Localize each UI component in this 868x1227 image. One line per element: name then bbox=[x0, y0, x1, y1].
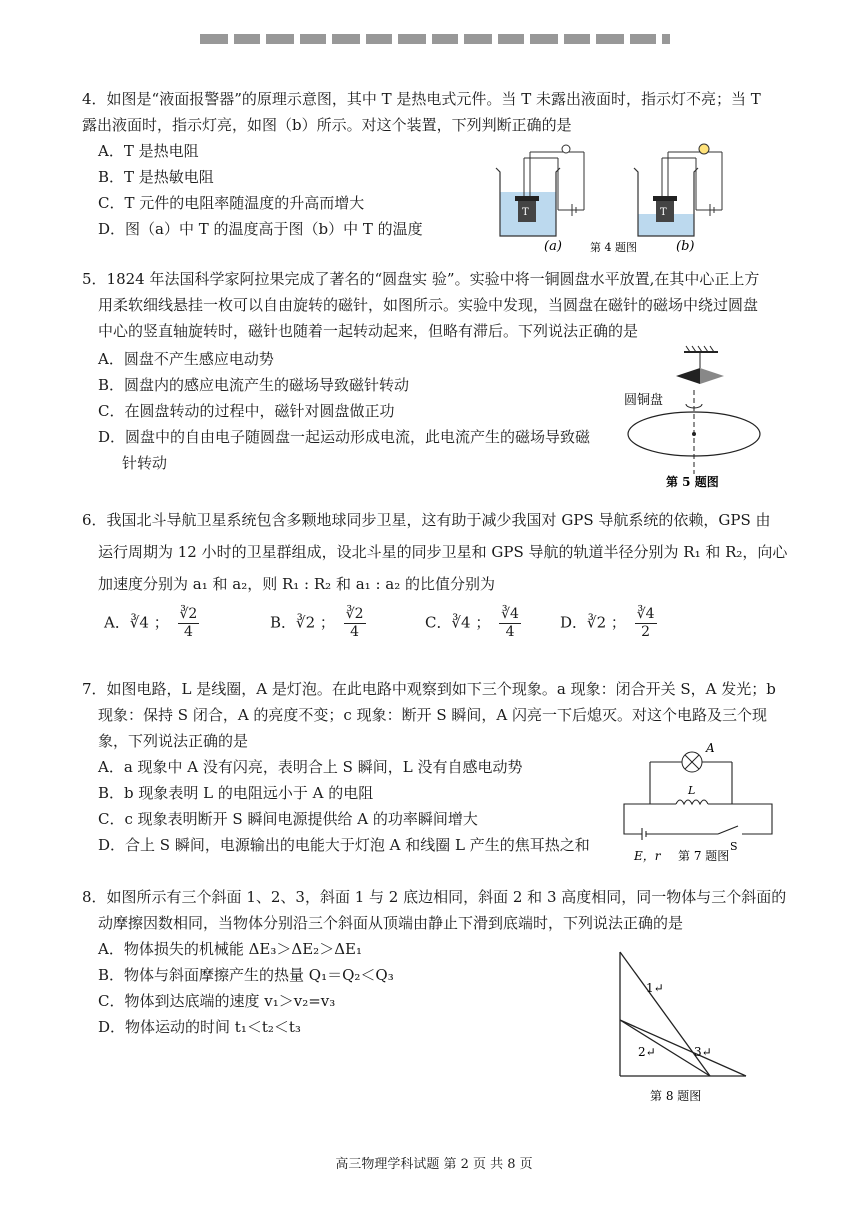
q8-fig-caption: 第 8 题图 bbox=[650, 1089, 702, 1103]
q5-option-a: A．圆盘不产生感应电动势 bbox=[98, 350, 274, 368]
q4-option-d: D．图（a）中 T 的温度高于图（b）中 T 的温度 bbox=[98, 220, 423, 238]
magnet-needle-dark bbox=[676, 368, 700, 384]
q8-label-1: 1↵ bbox=[646, 981, 664, 995]
q8-line-2: 动摩擦因数相同，当物体分别沿三个斜面从顶端由静止下滑到底端时，下列说法正确的是 bbox=[98, 914, 684, 932]
q5-option-c: C．在圆盘转动的过程中，磁针对圆盘做正功 bbox=[98, 402, 395, 420]
q7-fig-caption: 第 7 题图 bbox=[678, 849, 730, 863]
question-6-stem bbox=[82, 504, 787, 600]
beaker-a bbox=[496, 145, 584, 236]
q4-t-label-a: T bbox=[522, 207, 529, 218]
q5-fig-caption: 第 5 题图 bbox=[666, 475, 719, 489]
q4-option-a: A．T 是热电阻 bbox=[98, 142, 199, 160]
page-footer: 高三物理学科试题 第 2 页 共 8 页 bbox=[335, 1157, 533, 1172]
question-5-stem bbox=[82, 266, 759, 344]
q7-circuit bbox=[612, 732, 782, 872]
bulb-icon bbox=[682, 752, 702, 772]
q7-option-a: A．a 现象中 A 没有闪亮，表明合上 S 瞬间，L 没有自感电动势 bbox=[98, 758, 523, 776]
q4-figure bbox=[490, 140, 740, 260]
q6-option-a: A．∛4 ； $\frac{∛2}{4}$ bbox=[104, 606, 198, 640]
q8-line-1: 8．如图所示有三个斜面 1、2、3，斜面 1 与 2 底边相同，斜面 2 和 3 高度相同，同一物体与三个斜面的 bbox=[82, 888, 787, 906]
q5-line-1: 5．1824 年法国科学家阿拉果完成了著名的“圆盘实 验”。实验中将一铜圆盘水平放置,在其中心正上方 bbox=[82, 270, 760, 288]
q6-option-c: C．∛4 ； $\frac{∛4}{4}$ bbox=[425, 606, 519, 640]
q4-fig-a-label: (a) bbox=[544, 239, 562, 254]
q4-fig-b-label: (b) bbox=[676, 239, 695, 254]
q7-label-s: S bbox=[730, 840, 738, 853]
q7-line-2: 现象：保持 S 闭合，A 的亮度不变；c 现象：断开 S 瞬间，A 闪亮一下后熄灭。对这个电路及三个现 bbox=[98, 706, 767, 724]
q5-option-b: B．圆盘内的感应电流产生的磁场导致磁针转动 bbox=[98, 376, 410, 394]
q5-option-d: D．圆盘中的自由电子随圆盘一起运动形成电流，此电流产生的磁场导致磁 bbox=[98, 428, 591, 446]
q5-option-d-cont: 针转动 bbox=[122, 454, 168, 472]
q5-line-3: 中心的竖直轴旋转时，磁针也随着一起转动起来，但略有滞后。下列说法正确的是 bbox=[98, 322, 639, 340]
magnet-needle-light bbox=[700, 368, 724, 384]
q7-label-l: L bbox=[688, 784, 696, 797]
q4-line-1: 4．如图是“液面报警器”的原理示意图，其中 T 是热电式元件。当 T 未露出液面时，指示灯不亮；当 T bbox=[82, 90, 761, 108]
q7-label-a: A bbox=[706, 741, 715, 755]
q5-line-2: 用柔软细线悬挂一枚可以自由旋转的磁针，如图所示。实验中发现，当圆盘在磁针的磁场中绕过圆盘 bbox=[98, 296, 759, 314]
q8-label-2: 2↵ bbox=[638, 1045, 656, 1059]
q7-line-3: 象，下列说法正确的是 bbox=[98, 732, 249, 750]
disk-label: 圆铜盘 bbox=[624, 393, 664, 408]
q8-option-b: B．物体与斜面摩擦产生的热量 Q₁＝Q₂＜Q₃ bbox=[98, 966, 394, 984]
q4-line-2: 露出液面时，指示灯亮，如图（b）所示。对这个装置，下列判断正确的是 bbox=[82, 116, 572, 134]
q7-label-er: E，r bbox=[634, 849, 661, 863]
q6-line-3: 加速度分别为 a₁ 和 a₂，则 R₁ : R₂ 和 a₁ : a₂ 的比值分别为 bbox=[98, 575, 495, 593]
q8-option-d: D．物体运动的时间 t₁＜t₂＜t₃ bbox=[98, 1018, 301, 1036]
q4-option-c: C．T 元件的电阻率随温度的升高而增大 bbox=[98, 194, 365, 212]
q7-option-b: B．b 现象表明 L 的电阻远小于 A 的电阻 bbox=[98, 784, 374, 802]
q7-option-c: C．c 现象表明断开 S 瞬间电源提供给 A 的功率瞬间增大 bbox=[98, 810, 478, 828]
q4-option-b: B．T 是热敏电阻 bbox=[98, 168, 214, 186]
beaker-b bbox=[634, 144, 722, 236]
q7-line-1: 7．如图电路，L 是线圈，A 是灯泡。在此电路中观察到如下三个现象。a 现象：闭合开关 S，A 发光；b bbox=[82, 680, 776, 698]
q4-fig-caption: 第 4 题图 bbox=[590, 241, 637, 254]
q8-option-a: A．物体损失的机械能 ΔE₃＞ΔE₂＞ΔE₁ bbox=[98, 940, 362, 958]
q7-option-d: D．合上 S 瞬间，电源输出的电能大于灯泡 A 和线圈 L 产生的焦耳热之和 bbox=[98, 836, 590, 854]
q5-figure bbox=[620, 344, 780, 490]
question-8-stem bbox=[82, 884, 786, 936]
q6-line-1: 6．我国北斗导航卫星系统包含多颗地球同步卫星，这有助于减少我国对 GPS 导航系统的依赖，GPS 由 bbox=[82, 511, 771, 529]
question-4-stem bbox=[82, 86, 761, 138]
q6-line-2: 运行周期为 12 小时的卫星群组成，设北斗星的同步卫星和 GPS 导航的轨道半径分别为 R₁ 和 R₂，向心 bbox=[98, 543, 788, 561]
cropped-header-band bbox=[200, 34, 670, 44]
q8-inclines bbox=[610, 948, 760, 1108]
q4-t-label-b: T bbox=[660, 207, 667, 218]
q6-option-d: D．∛2 ； $\frac{∛4}{2}$ bbox=[560, 606, 655, 640]
q8-option-c: C．物体到达底端的速度 v₁＞v₂=v₃ bbox=[98, 992, 336, 1010]
q6-option-b: B．∛2 ； $\frac{∛2}{4}$ bbox=[270, 606, 364, 640]
q8-label-3: 3↵ bbox=[694, 1045, 712, 1059]
